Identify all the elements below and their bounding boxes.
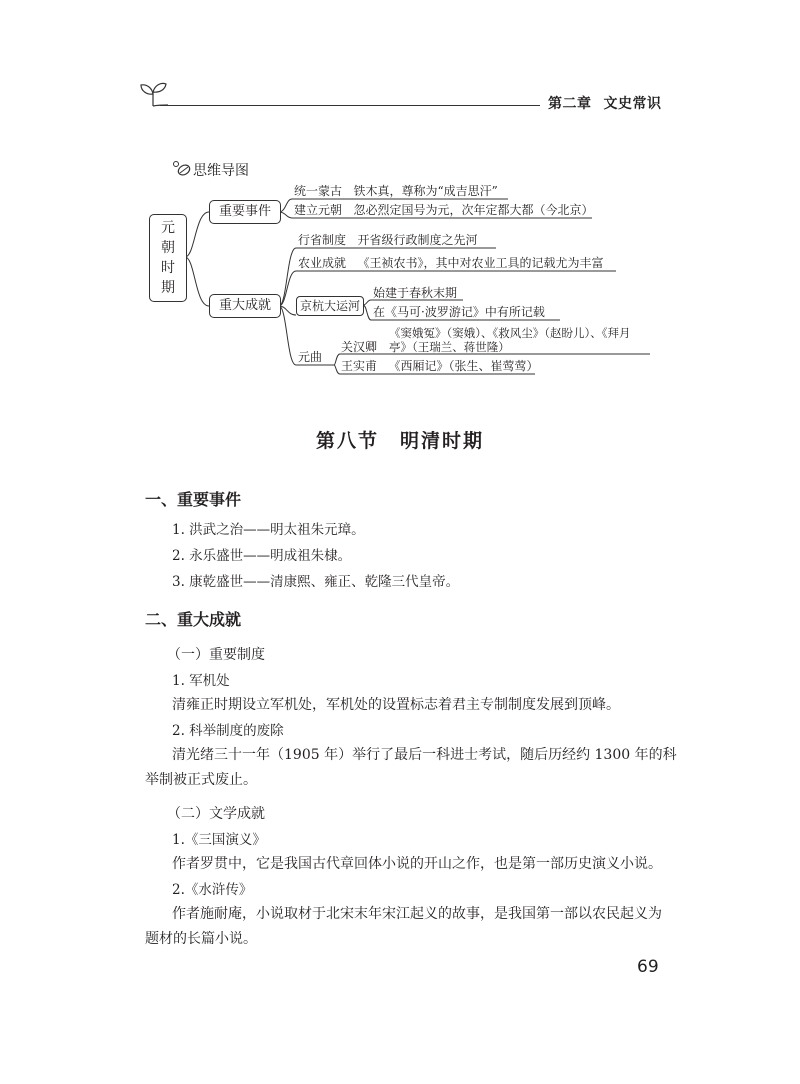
event-node — [294, 203, 593, 217]
paragraph: 作者施耐庵，小说取材于北宋末年宋江起义的故事，是我国第一部以农民起义为 — [172, 906, 662, 922]
node-key: 行省制度 — [298, 233, 347, 247]
list-item: 2. 科举制度的废除 — [172, 723, 284, 739]
heading-events: 一、重要事件 — [145, 490, 242, 509]
playwright-name: 王实甫 — [341, 359, 378, 373]
root-char: 朝 — [161, 240, 175, 256]
chapter-number: 第二章 — [548, 96, 592, 112]
list-item: 2.《水浒传》 — [172, 882, 253, 898]
list-item: 1.《三国演义》 — [172, 832, 266, 848]
playwright-name: 关汉卿 — [341, 340, 378, 354]
root-char: 元 — [161, 220, 175, 236]
paragraph: 举制被正式废止。 — [145, 772, 257, 788]
paragraph: 作者罗贯中，它是我国古代章回体小说的开山之作，也是第一部历史演义小说。 — [172, 856, 662, 872]
paragraph: 清光绪三十一年（1905 年）举行了最后一科进士考试，随后历经约 1300 年的科 — [172, 747, 677, 763]
node-key: 统一蒙古 — [294, 184, 343, 198]
playwright-node — [341, 359, 538, 373]
subheading-systems: （一）重要制度 — [167, 647, 265, 663]
mindmap-title: 思维导图 — [193, 163, 249, 179]
section-title: 第八节 明清时期 — [315, 430, 484, 452]
branch-events: 重要事件 — [209, 200, 281, 224]
node-key: 建立元朝 — [294, 203, 343, 217]
branch-achievements: 重大成就 — [209, 294, 281, 318]
heading-achievements: 二、重大成就 — [145, 610, 242, 629]
paragraph: 题材的长篇小说。 — [145, 931, 257, 947]
root-char: 时 — [161, 260, 175, 276]
node-text: 《王祯农书》，其中对农业工具的记载尤为丰富 — [357, 256, 604, 270]
playwright-works: 《窦娥冤》（窦娥）、《救风尘》（赵盼儿）、《拜月 — [389, 326, 631, 340]
event-node — [294, 184, 498, 198]
playwright-works: 《西厢记》（张生、崔莺莺） — [388, 359, 539, 373]
node-key: 农业成就 — [298, 256, 347, 270]
root-char: 期 — [161, 280, 175, 296]
achievement-node — [298, 233, 477, 247]
list-item: 2. 永乐盛世——明成祖朱棣。 — [172, 548, 352, 564]
paragraph: 清雍正时期设立军机处，军机处的设置标志着君主专制制度发展到顶峰。 — [172, 697, 620, 713]
node-text: 开省级行政制度之先河 — [357, 233, 478, 247]
canal-detail: 始建于春秋末期 — [373, 286, 458, 300]
node-text: 忽必烈定国号为元，次年定都大都（今北京） — [353, 203, 594, 217]
node-text: 铁木真，尊称为“成吉思汗” — [353, 184, 498, 198]
canal-node: 京杭大运河 — [296, 296, 364, 316]
playwright-works: 亭》（王瑞兰、蒋世隆） — [389, 340, 510, 354]
list-item: 3. 康乾盛世——清康熙、雍正、乾隆三代皇帝。 — [172, 574, 460, 590]
page-number: 69 — [637, 957, 659, 977]
achievement-node — [298, 256, 603, 270]
canal-detail: 在《马可·波罗游记》中有所记载 — [373, 305, 545, 319]
subheading-literature: （二）文学成就 — [167, 806, 265, 822]
chapter-title: 文史常识 — [603, 96, 662, 112]
mindmap-root — [149, 214, 187, 302]
yuanqu-node: 元曲 — [298, 350, 323, 364]
list-item: 1. 军机处 — [172, 673, 230, 689]
list-item: 1. 洪武之治——明太祖朱元璋。 — [172, 522, 365, 538]
